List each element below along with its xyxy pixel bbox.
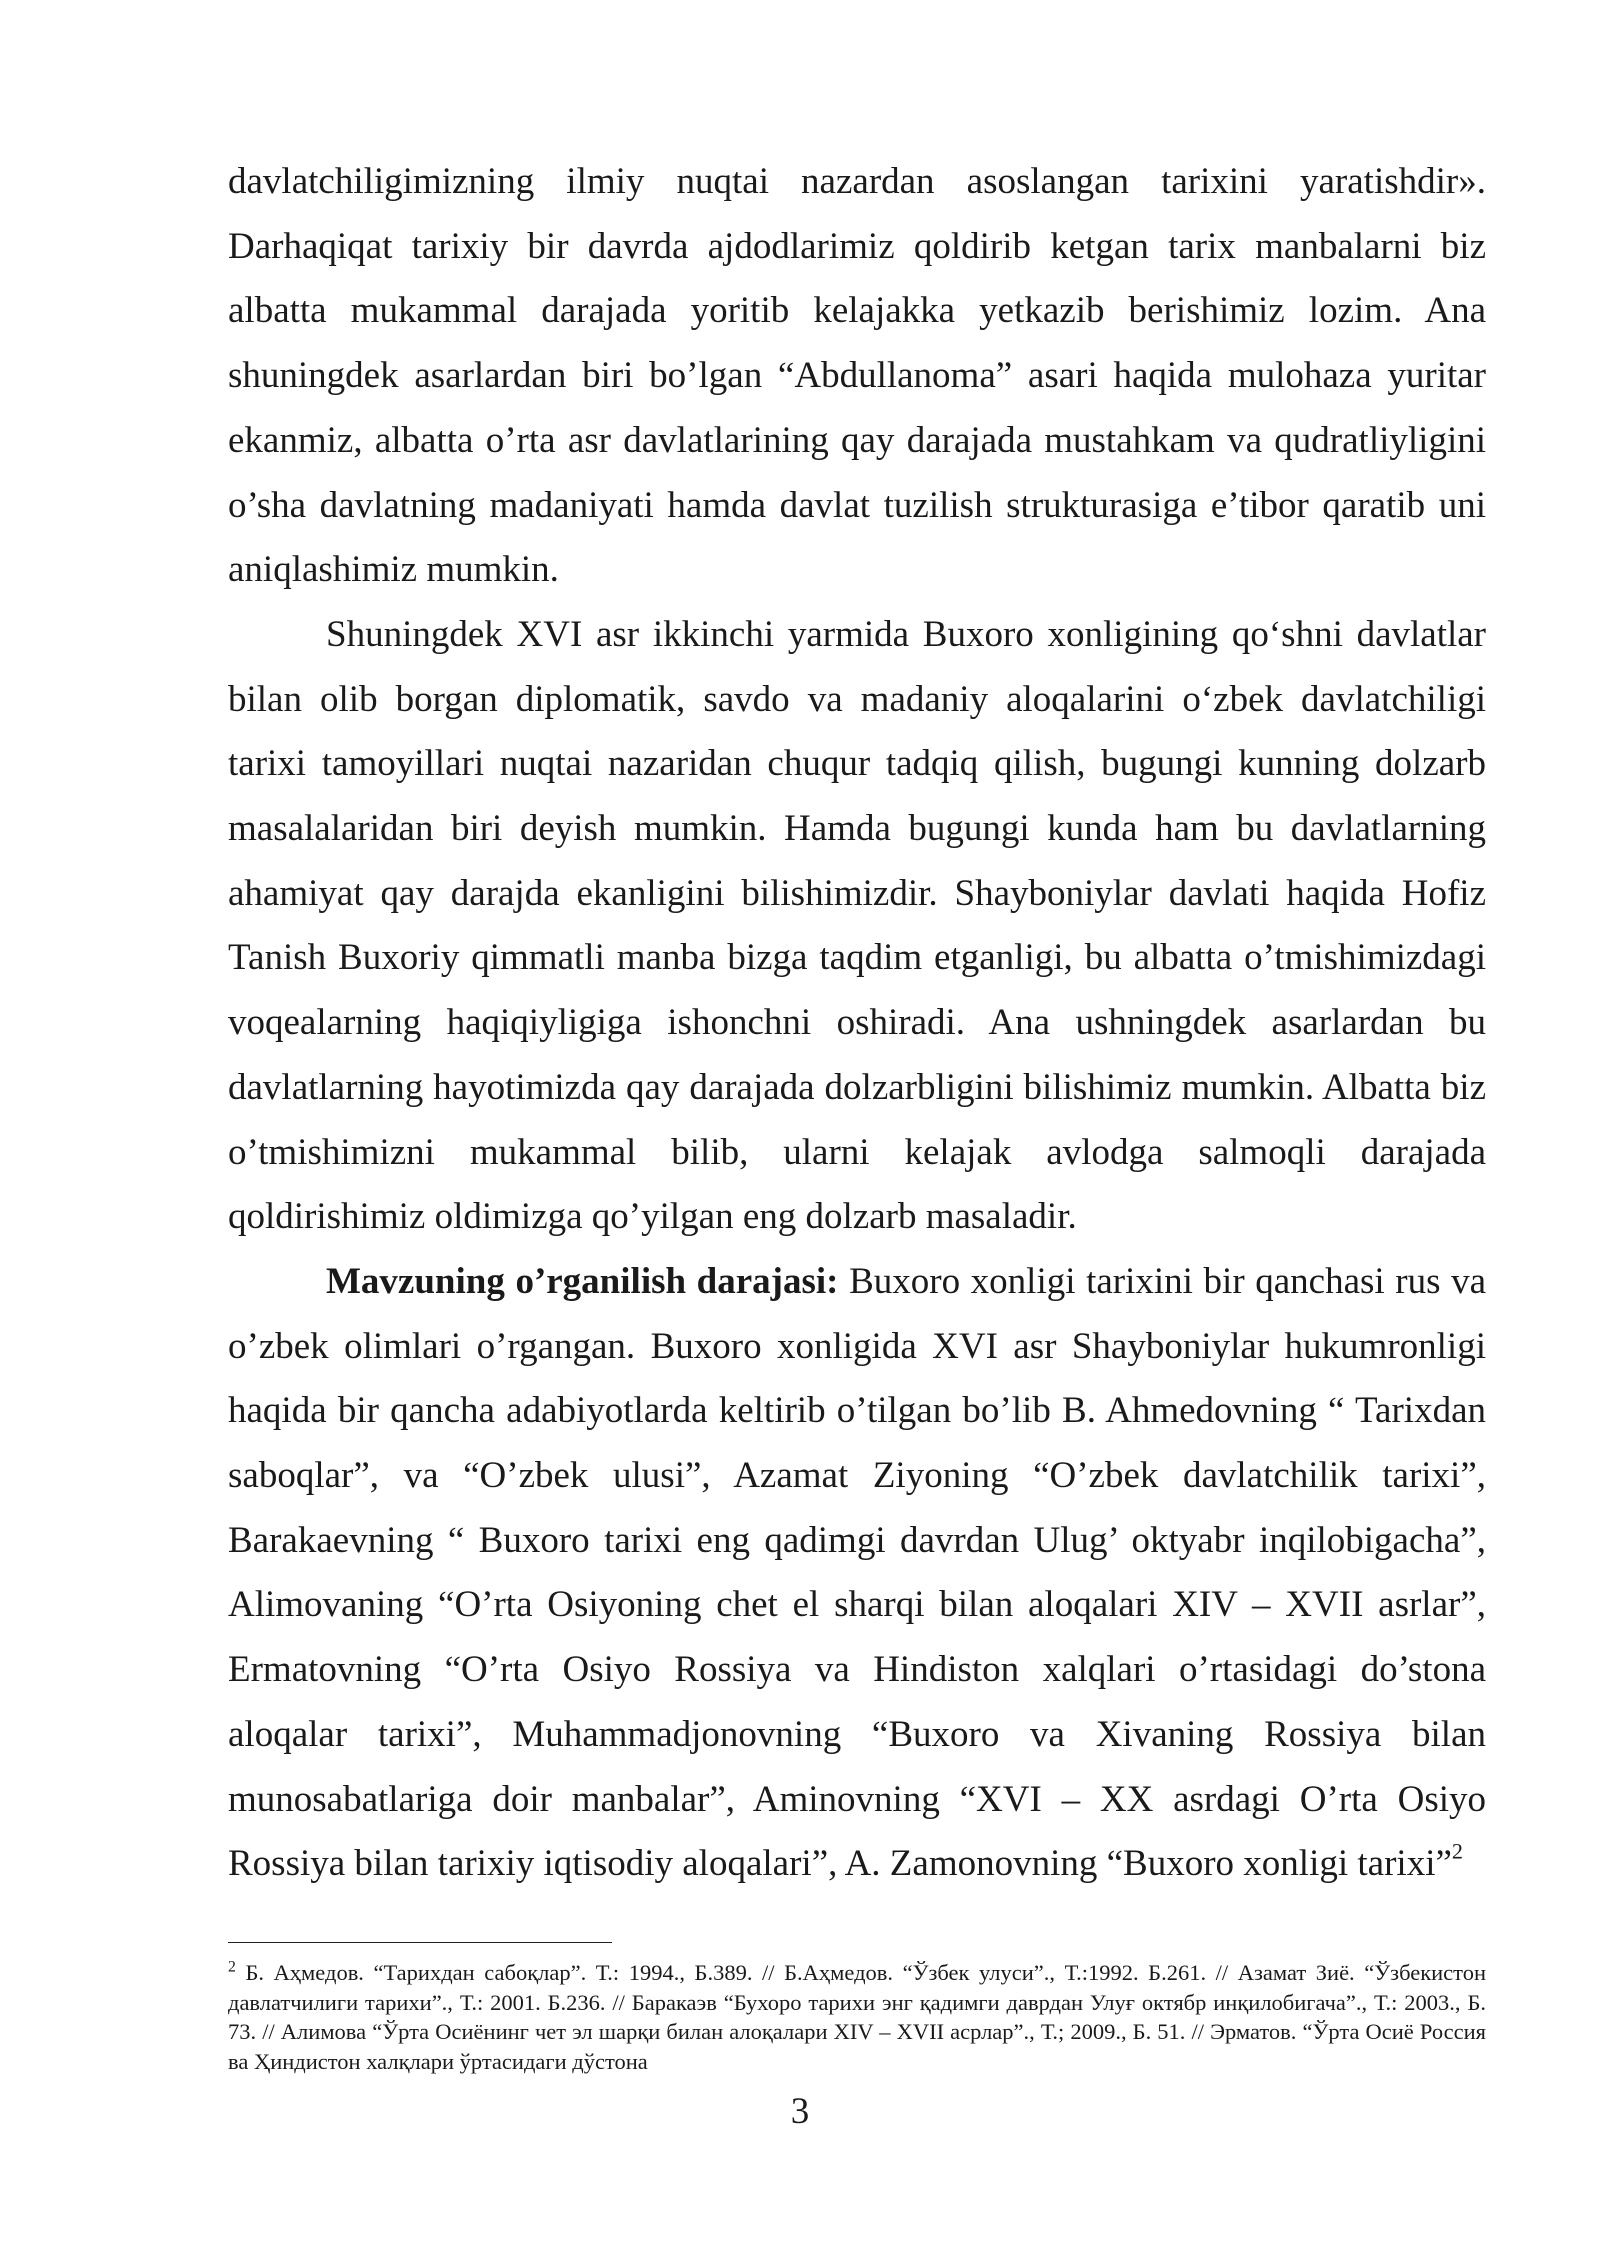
paragraph-3: [228, 1250, 1486, 1897]
section-heading: Mavzuning o’rganilish darajasi:: [326, 1260, 839, 1302]
paragraph-2: Shuningdek XVI asr ikkinchi yarmida Buxoro xonligining qo‘shni davlatlar bilan olib borgan diplomatik, savdo va madaniy aloqalarini o‘zbek davlatchiligi tarixi tamoyillari nuqtai nazaridan chuqur tadqiq qilish, bugungi kunning dolzarb masalalaridan biri deyish mumkin. Hamda bugungi kunda ham bu davlatlarning ahamiyat qay darajda ekanligini bilishimizdir. Shayboniylar davlati haqida Hofiz Tanish Buxoriy qimmatli manba bizga taqdim etganligi, bu albatta o’tmishimizdagi voqealarning haqiqiyligiga ishonchni oshiradi. Ana ushningdek asarlardan bu davlatlarning hayotimizda qay darajada dolzarbligini bilishimiz mumkin. Albatta biz o’tmishimizni mukammal bilib, ularni kelajak avlodga salmoqli darajada qoldirishimiz oldimizga qo’yilgan eng dolzarb masaladir.: [228, 613, 1486, 1238]
footnote-reference[interactable]: 2: [1451, 1838, 1463, 1864]
paragraph-1: davlatchiligimizning ilmiy nuqtai nazardan asoslangan tarixini yaratishdir». Darhaqiqat tarixiy bir davrda ajdodlarimiz qoldirib ketgan tarix manbalarni biz albatta mukammal darajada yoritib kelajakka yetkazib berishimiz lozim. Ana shuningdek asarlardan biri bo’lgan “Abdullanoma” asari haqida mulohaza yuritar ekanmiz, albatta o’rta asr davlatlarining qay darajada mustahkam va qudratliyligini o’sha davlatning madaniyati hamda davlat tuzilish strukturasiga e’tibor qaratib uni aniqlashimiz mumkin.: [228, 161, 1486, 591]
footnote-marker: 2: [228, 1958, 236, 1976]
footnote-text: Б. Аҳмедов. “Тарихдан сабоқлар”. Т.: 1994., Б.389. // Б.Аҳмедов. “Ўзбек улуси”., Т.:1992. Б.261. // Азамат Зиё. “Ўзбекистон давлатчилиги тарихи”., Т.: 2001. Б.236. // Баракаэв “Бухоро тарихи энг қадимги даврдан Улуғ октябр инқилобигача”., Т.: 2003., Б. 73. // Алимова “Ўрта Осиёнинг чет эл шарқи билан алоқалари XIV – XVII асрлар”., Т.; 2009., Б. 51. // Эрматов. “Ўрта Осиё Россия ва Ҳиндистон халқлари ўртасидаги дўстона: [228, 1960, 1486, 2074]
page-number: 3: [790, 2091, 810, 2132]
footnote: [228, 1958, 1486, 2076]
paragraph-3-text: Buxoro xonligi tarixini bir qanchasi rus va o’zbek olimlari o’rgangan. Buxoro xonligida XVI asr Shayboniylar hukumronligi haqida bir qancha adabiyotlarda keltirib o’tilgan bo’lib B. Ahmedovning “ Tarixdan saboqlar”, va “O’zbek ulusi”, Azamat Ziyoning “O’zbek davlatchilik tarixi”, Barakaevning “ Buxoro tarixi eng qadimgi davrdan Ulug’ oktyabr inqilobigacha”, Alimovaning “O’rta Osiyoning chet el sharqi bilan aloqalari XIV – XVII asrlar”, Ermatovning “O’rta Osiyo Rossiya va Hindiston xalqlari o’rtasidagi do’stona aloqalar tarixi”, Muhammadjonovning “Buxoro va Xivaning Rossiya bilan munosabatlariga doir manbalar”, Aminovning “XVI – XX asrdagi O’rta Osiyo Rossiya bilan tarixiy iqtisodiy aloqalari”, A. Zamonovning “Buxoro xonligi tarixi”: [228, 1260, 1486, 1885]
page-body: [228, 150, 1486, 1897]
footnote-separator: [228, 1942, 612, 1943]
